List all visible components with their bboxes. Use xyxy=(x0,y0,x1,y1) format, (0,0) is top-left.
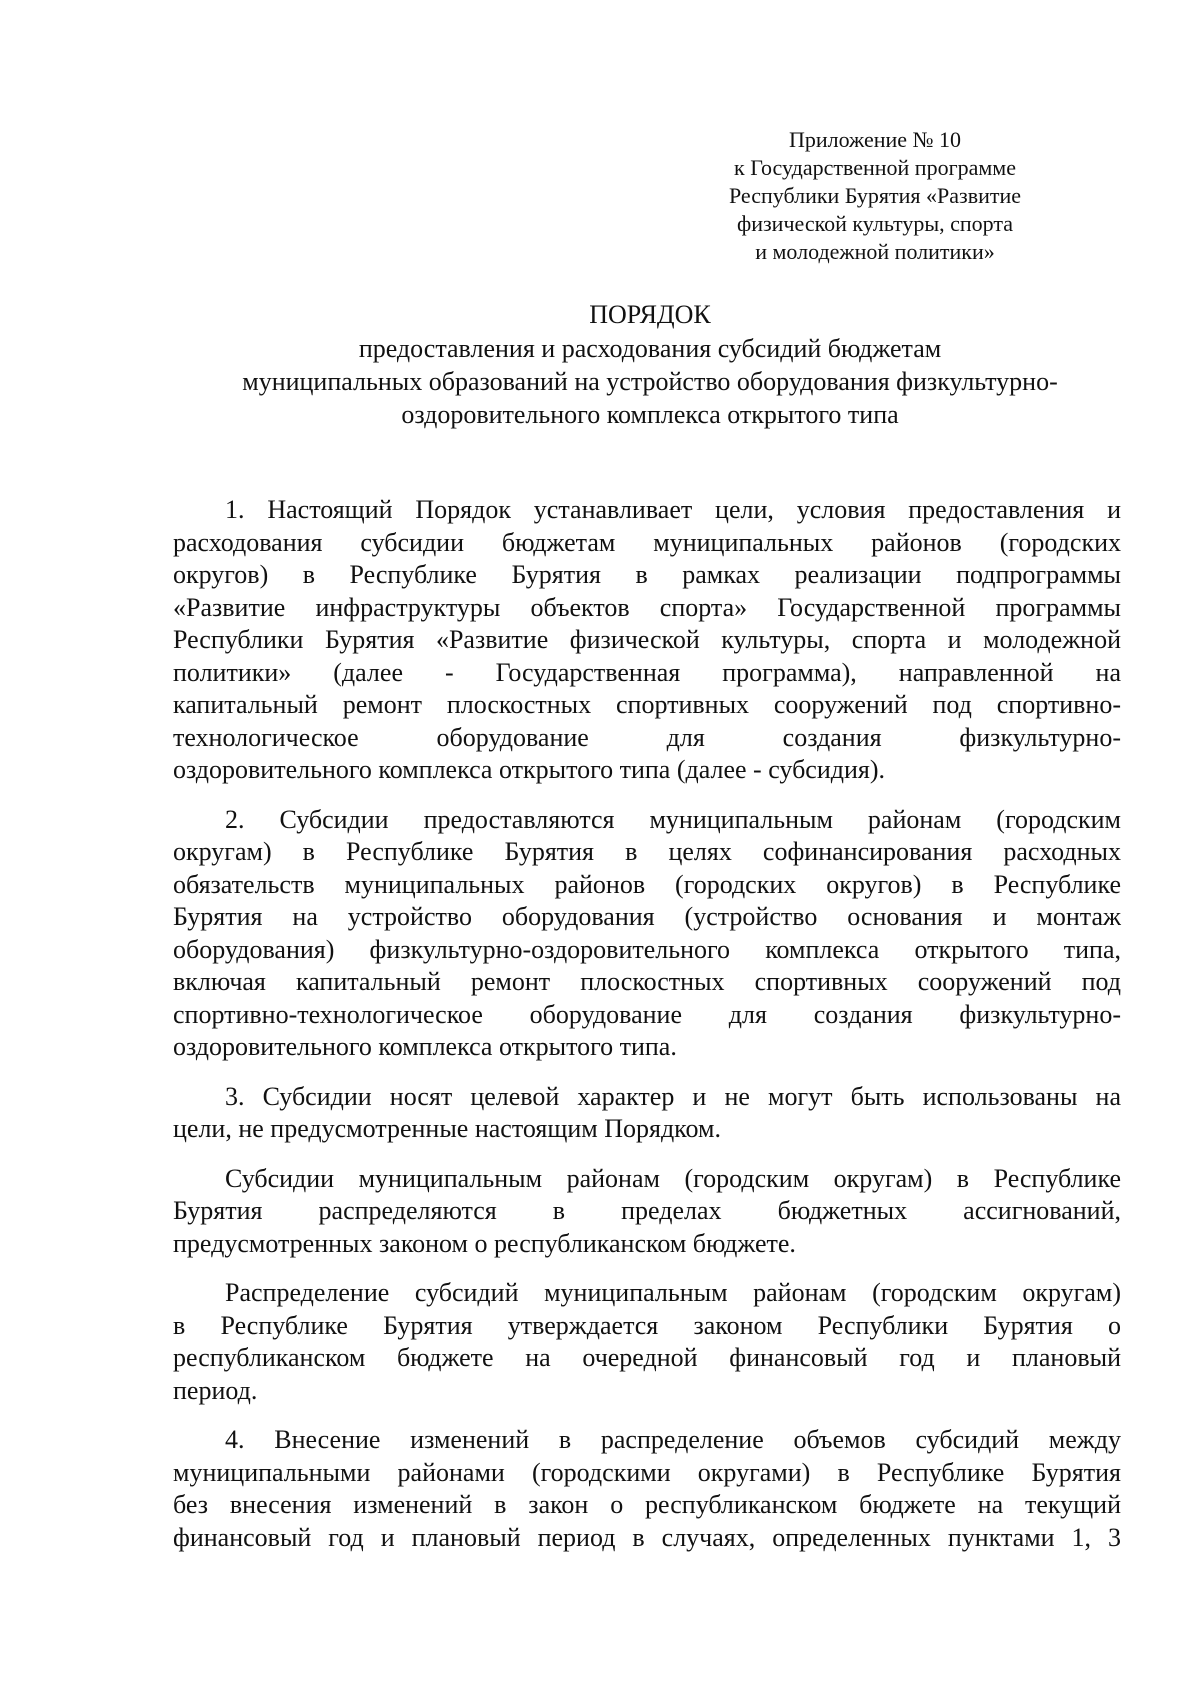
paragraph-line: оборудования) физкультурно-оздоровительного комплекса открытого типа, xyxy=(173,934,1121,964)
document-subtitle-line: муниципальных образований на устройство оборудования физкультурно- xyxy=(242,367,1058,396)
paragraph-line: Бурятия на устройство оборудования (устройство основания и монтаж xyxy=(173,902,1121,931)
paragraph-line: Республики Бурятия «Развитие физической культуры, спорта и молодежной xyxy=(173,625,1121,654)
body-paragraph xyxy=(173,1163,1121,1261)
paragraph-line: капитальный ремонт плоскостных спортивных сооружений под спортивно- xyxy=(173,690,1121,719)
appendix-line: Республики Бурятия «Развитие xyxy=(728,183,1022,208)
paragraph-line: спортивно-технологическое оборудование для создания физкультурно- xyxy=(173,999,1121,1029)
paragraph-line: финансовый год и плановый период в случаях, определенных пунктами 1, 3 xyxy=(173,1522,1121,1552)
appendix-line: к Государственной программе xyxy=(734,155,1016,180)
paragraph-line: без внесения изменений в закон о республиканском бюджете на текущий xyxy=(173,1490,1121,1519)
paragraph-line: оздоровительного комплекса открытого типа. xyxy=(173,1032,677,1061)
paragraph-line: 2. Субсидии предоставляются муниципальным районам (городским xyxy=(225,804,1121,834)
body-paragraph xyxy=(173,1424,1121,1554)
appendix-header xyxy=(700,126,1050,266)
document-subtitle-line: предоставления и расходования субсидий бюджетам xyxy=(358,334,942,363)
document-title: ПОРЯДОК xyxy=(589,300,711,329)
paragraph-line: оздоровительного комплекса открытого типа (далее - субсидия). xyxy=(173,755,886,784)
paragraph-line: включая капитальный ремонт плоскостных спортивных сооружений под xyxy=(173,967,1121,996)
body-paragraph xyxy=(173,1277,1121,1407)
paragraph-line: округов) в Республике Бурятия в рамках реализации подпрограммы xyxy=(173,560,1121,589)
document-subtitle-line: оздоровительного комплекса открытого типа xyxy=(401,400,899,429)
paragraph-line: технологическое оборудование для создания физкультурно- xyxy=(173,722,1121,752)
appendix-line: Приложение № 10 xyxy=(788,127,962,152)
body-paragraph xyxy=(173,1081,1121,1146)
paragraph-line: «Развитие инфраструктуры объектов спорта» Государственной программы xyxy=(173,592,1121,622)
paragraph-line: обязательств муниципальных районов (городских округов) в Республике xyxy=(173,869,1121,899)
paragraph-line: Распределение субсидий муниципальным районам (городским округам) xyxy=(225,1278,1121,1307)
paragraph-line: Бурятия распределяются в пределах бюджетных ассигнований, xyxy=(173,1196,1121,1225)
paragraph-line: расходования субсидии бюджетам муниципальных районов (городских xyxy=(173,527,1121,557)
paragraph-line: 1. Настоящий Порядок устанавливает цели, условия предоставления и xyxy=(225,495,1121,524)
paragraph-line: в Республике Бурятия утверждается законом Республики Бурятия о xyxy=(173,1310,1121,1340)
document-body xyxy=(173,494,1121,1571)
body-paragraph xyxy=(173,494,1121,787)
paragraph-line: 3. Субсидии носят целевой характер и не могут быть использованы на xyxy=(225,1081,1121,1111)
appendix-line: и молодежной политики» xyxy=(755,239,995,264)
paragraph-line: 4. Внесение изменений в распределение объемов субсидий между xyxy=(225,1425,1121,1454)
paragraph-line: период. xyxy=(173,1375,258,1405)
paragraph-line: политики» (далее - Государственная программа), направленной на xyxy=(173,657,1121,687)
paragraph-line: Субсидии муниципальным районам (городским округам) в Республике xyxy=(225,1163,1121,1193)
title-block xyxy=(100,298,1200,431)
appendix-line: физической культуры, спорта xyxy=(736,211,1014,236)
paragraph-line: республиканском бюджете на очередной финансовый год и плановый xyxy=(173,1343,1121,1372)
paragraph-line: предусмотренных законом о республиканском бюджете. xyxy=(173,1228,796,1258)
paragraph-line: муниципальными районами (городскими округами) в Республике Бурятия xyxy=(173,1457,1121,1487)
body-paragraph xyxy=(173,804,1121,1064)
paragraph-line: цели, не предусмотренные настоящим Порядком. xyxy=(173,1114,721,1143)
paragraph-line: округам) в Республике Бурятия в целях софинансирования расходных xyxy=(173,837,1121,866)
